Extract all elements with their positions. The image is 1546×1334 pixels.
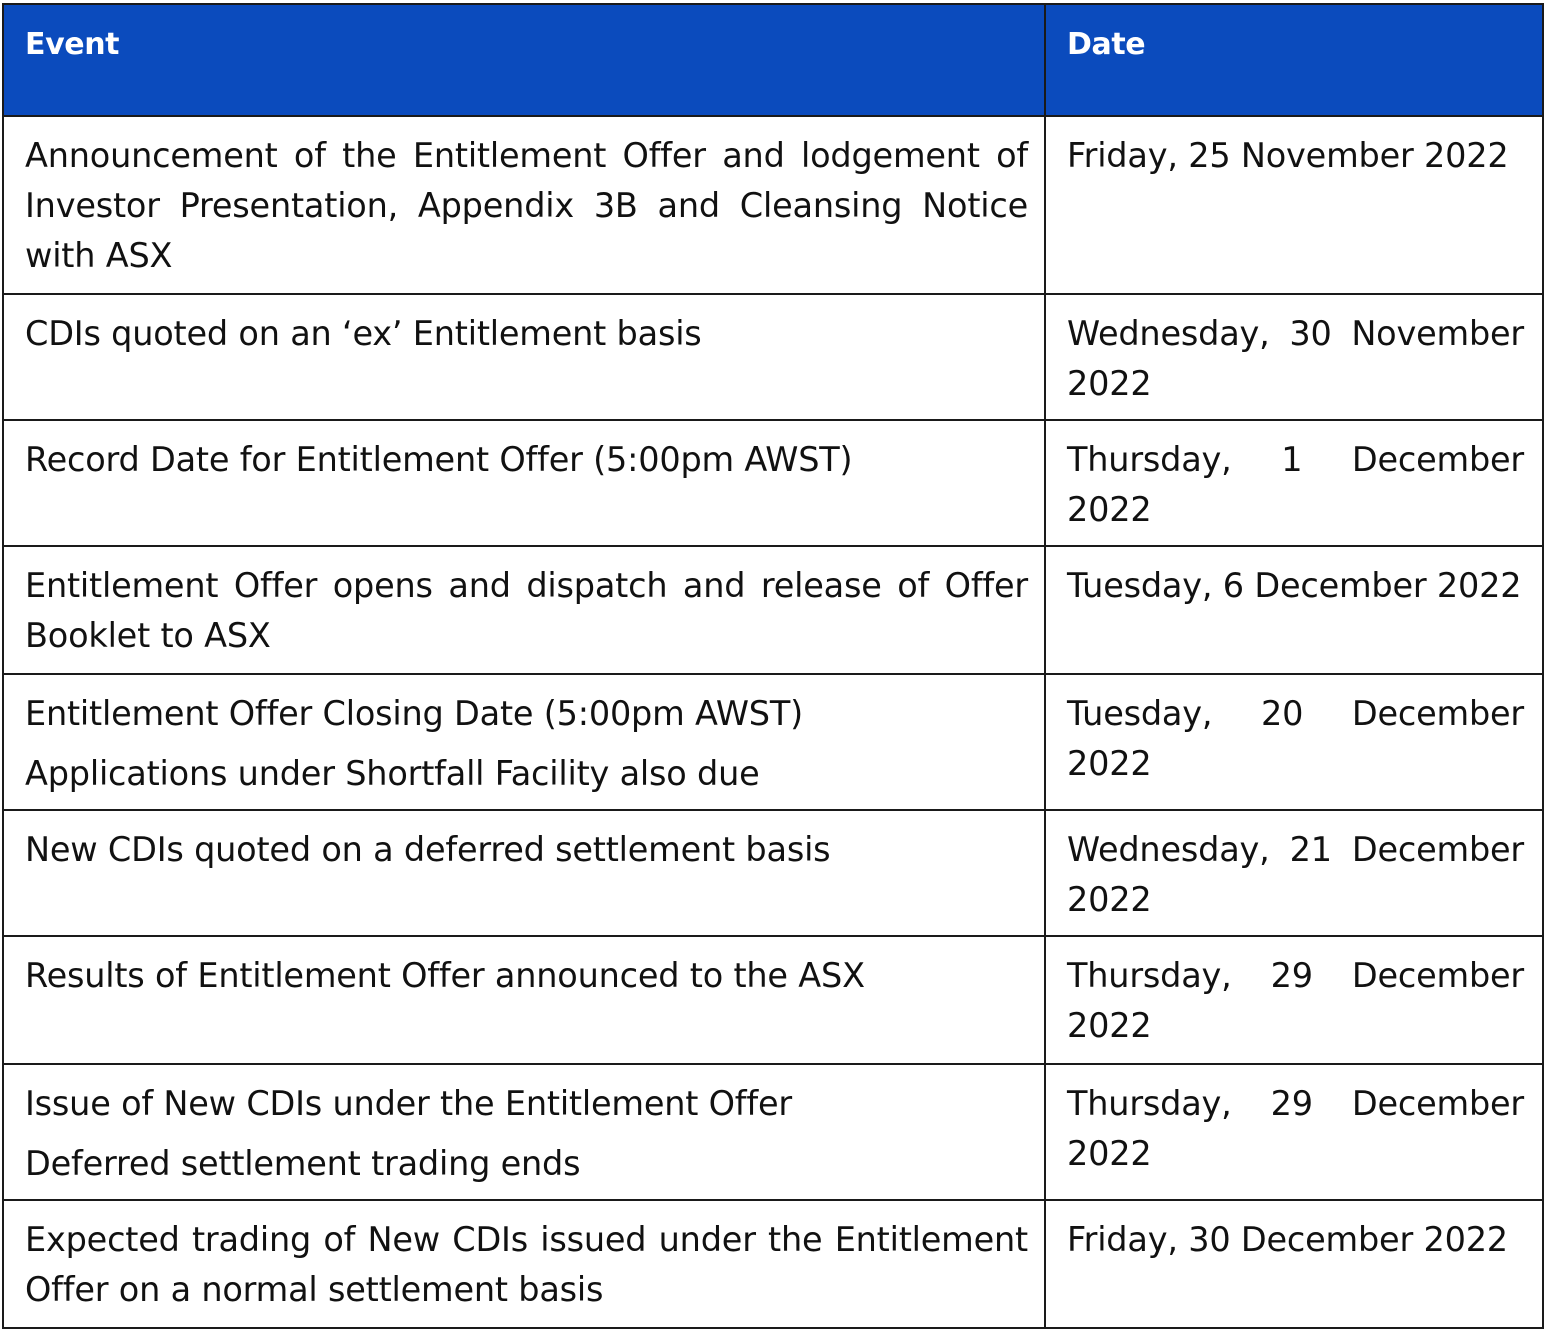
event-text: Deferred settlement trading ends [25,1144,581,1183]
date-cell: Thursday, 29 December 2022 [1045,1064,1543,1200]
table-header-row [3,4,1543,116]
table-row [3,420,1543,546]
event-text: Applications under Shortfall Facility also due [25,754,760,793]
event-cell [3,294,1045,420]
date-cell: Friday, 30 December 2022 [1045,1200,1543,1328]
event-text: Entitlement Offer Closing Date (5:00pm AWST) [25,694,804,733]
table-row [3,1064,1543,1200]
event-cell [3,420,1045,546]
event-cell [3,810,1045,936]
date-cell: Wednesday, 21 December 2022 [1045,810,1543,936]
event-text: Record Date for Entitlement Offer (5:00pm AWST) [25,440,853,479]
date-cell: Wednesday, 30 November 2022 [1045,294,1543,420]
table-row [3,546,1543,674]
column-header-date: Date [1045,4,1543,116]
date-cell: Tuesday, 6 December 2022 [1045,546,1543,674]
table-row [3,294,1543,420]
event-text: Entitlement Offer opens and dispatch and release of Offer Booklet to ASX [25,566,1028,655]
event-text: Issue of New CDIs under the Entitlement Offer [25,1084,792,1123]
table-row [3,674,1543,810]
table-row [3,1200,1543,1328]
event-cell [3,674,1045,810]
event-cell [3,1064,1045,1200]
column-header-event: Event [3,4,1045,116]
event-text: Announcement of the Entitlement Offer and lodgement of Investor Presentation, Appendix 3B and Cleansing Notice with ASX [25,136,1028,275]
timetable-table [2,3,1544,1329]
date-cell: Thursday, 29 December 2022 [1045,936,1543,1064]
table-row [3,936,1543,1064]
event-cell [3,936,1045,1064]
date-cell: Tuesday, 20 December 2022 [1045,674,1543,810]
event-text: Expected trading of New CDIs issued under the Entitlement Offer on a normal settlement basis [25,1220,1028,1309]
event-text: New CDIs quoted on a deferred settlement basis [25,830,831,869]
date-cell: Friday, 25 November 2022 [1045,116,1543,294]
event-text: Results of Entitlement Offer announced to the ASX [25,956,865,995]
table-row [3,810,1543,936]
event-text: CDIs quoted on an ‘ex’ Entitlement basis [25,314,702,353]
event-cell [3,546,1045,674]
event-cell [3,116,1045,294]
table-row [3,116,1543,294]
date-cell: Thursday, 1 December 2022 [1045,420,1543,546]
event-cell [3,1200,1045,1328]
